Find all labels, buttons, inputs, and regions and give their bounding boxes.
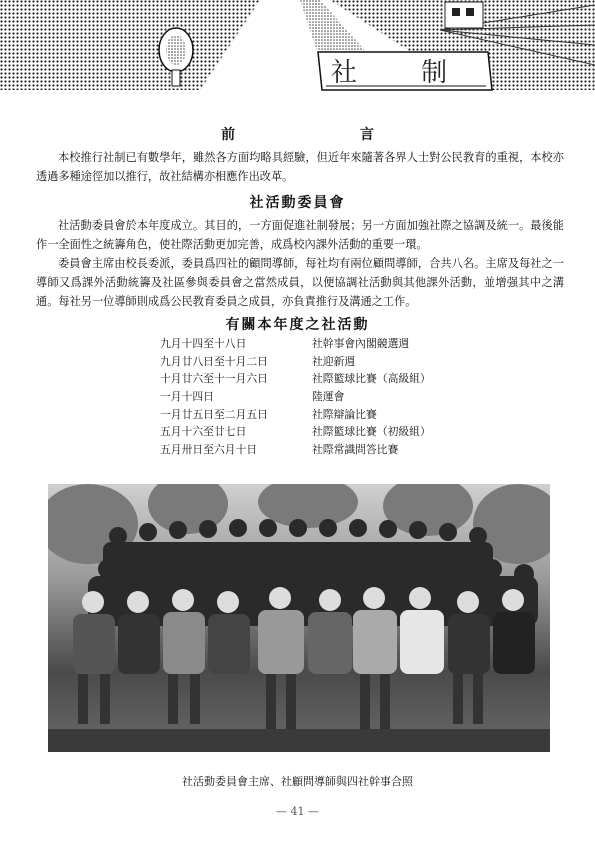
activity-event: 社際常識問答比賽 bbox=[312, 442, 399, 456]
header-banner bbox=[0, 0, 595, 100]
activity-row bbox=[160, 423, 460, 441]
committee-heading: 社活動委員會 bbox=[249, 195, 346, 211]
committee-text-2: 委員會主席由校長委派，委員爲四社的顧問導師，每社均有兩位顧問導師，合共八名。主席及每社之一導師又爲課外活動統籌及社區參與委員會之當然成員，以便協調社活動與其他課外活動，並增强其中之溝通。每社另一位導師則成爲公民教育委員之成員，亦負責推行及溝通之工作。 bbox=[36, 257, 564, 308]
activity-event: 社迎新週 bbox=[312, 354, 356, 368]
activity-event: 社際辯論比賽 bbox=[312, 407, 377, 421]
preface-heading: 前 言 bbox=[221, 127, 434, 143]
activity-row bbox=[160, 370, 460, 388]
group-photo bbox=[48, 484, 550, 752]
preface-text: 本校推行社制已有數學年，雖然各方面均略具經驗，但近年來隨著各界人士對公民教育的重視，本校亦透過多種途徑加以推行，故社結構亦相應作出改革。 bbox=[36, 151, 564, 183]
activity-event: 陸運會 bbox=[312, 390, 345, 404]
activity-date: 九月十四至十八日 bbox=[160, 337, 247, 351]
activity-row bbox=[160, 441, 460, 459]
activity-event: 社際籃球比賽（高級組） bbox=[312, 372, 431, 386]
photo-caption: 社活動委員會主席、社顧問導師與四社幹事合照 bbox=[182, 775, 413, 788]
activity-date: 一月十四日 bbox=[160, 390, 214, 404]
committee-paragraph-2 bbox=[36, 254, 564, 311]
activity-row bbox=[160, 405, 460, 423]
preface-paragraph bbox=[36, 148, 564, 186]
committee-text-1: 社活動委員會於本年度成立。其目的，一方面促進社制發展；另一方面加強社際之協調及統一。最後能作一全面性之統籌角色，使社際活動更加完善，成爲校內課外活動的重要一環。 bbox=[36, 219, 564, 251]
activities-list bbox=[160, 335, 460, 458]
activity-date: 九月廿八日至十月二日 bbox=[160, 354, 268, 368]
activity-date: 十月廿六至十一月六日 bbox=[160, 372, 268, 386]
group-photo-illustration bbox=[48, 484, 550, 752]
activities-heading: 有關本年度之社活動 bbox=[225, 317, 370, 333]
committee-paragraph-1 bbox=[36, 216, 564, 254]
page-number: — 41 — bbox=[276, 805, 319, 818]
activity-row bbox=[160, 388, 460, 406]
activity-date: 一月廿五日至二月五日 bbox=[160, 407, 268, 421]
activity-event: 社幹事會內閣競選週 bbox=[312, 337, 410, 351]
activity-event: 社際籃球比賽（初級組） bbox=[312, 425, 431, 439]
activity-row bbox=[160, 353, 460, 371]
activity-date: 五月十六至廿七日 bbox=[160, 425, 247, 439]
header-illustration bbox=[0, 0, 595, 100]
activity-row bbox=[160, 335, 460, 353]
section-title: 社 制 bbox=[330, 57, 476, 88]
activity-date: 五月卅日至六月十日 bbox=[160, 442, 258, 456]
